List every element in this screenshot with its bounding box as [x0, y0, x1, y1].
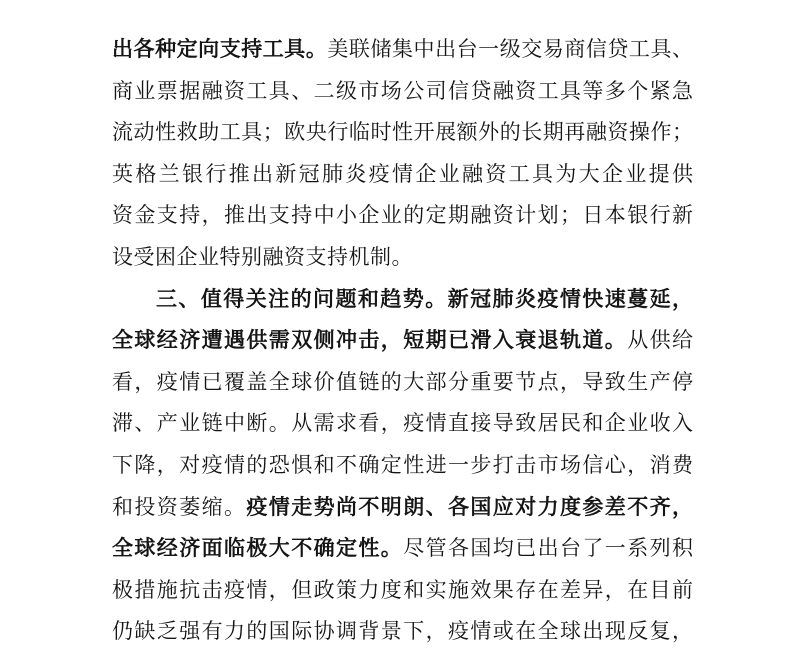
- text-line: [112, 195, 693, 237]
- bold-text-run: 新冠肺炎疫情快速蔓延，: [447, 286, 694, 311]
- text-run: 下降，对疫情的恐惧和不确定性进一步打击市场信心，消费: [112, 452, 693, 477]
- text-run: 滞、产业链中断。从需求看，疫情直接导致居民和企业收入: [112, 411, 693, 436]
- text-line: [112, 611, 693, 653]
- text-line: [112, 403, 693, 445]
- text-line: [112, 71, 693, 113]
- text-run: 资金支持，推出支持中小企业的定期融资计划；日本银行新: [112, 203, 693, 228]
- text-line: [112, 445, 693, 487]
- bold-text-run: 全球经济面临极大不确定性。: [112, 536, 404, 561]
- bold-text-run: 全球经济遭遇供需双侧冲击，短期已滑入衰退轨道。: [112, 328, 628, 353]
- text-run: 从供给: [627, 328, 694, 353]
- text-line: [112, 320, 693, 362]
- text-line: [112, 112, 693, 154]
- text-line: [112, 362, 693, 404]
- text-run: 极措施抗击疫情，但政策力度和实施效果存在差异，在目前: [112, 577, 693, 602]
- text-run: 商业票据融资工具、二级市场公司信贷融资工具等多个紧急: [112, 78, 693, 103]
- text-line: [112, 29, 693, 71]
- bold-text-run: 疫情走势尚不明朗、各国应对力度参差不齐，: [246, 494, 694, 519]
- text-line: [112, 528, 693, 570]
- text-line: [112, 570, 693, 612]
- text-run: 美联储集中出台一级交易商信贷工具、: [327, 37, 694, 61]
- text-run: 仍缺乏强有力的国际协调背景下，疫情或在全球出现反复，: [112, 619, 693, 644]
- text-line-section-heading: [112, 279, 693, 321]
- document-text-block: [112, 29, 693, 653]
- text-line: [112, 487, 693, 529]
- bold-text-run: 出各种定向支持工具。: [112, 37, 328, 61]
- text-run: 设受困企业特别融资支持机制。: [112, 244, 413, 269]
- text-line: [112, 154, 693, 196]
- text-run: 和投资萎缩。: [112, 494, 247, 519]
- text-run: 英格兰银行推出新冠肺炎疫情企业融资工具为大企业提供: [112, 161, 693, 186]
- section-heading-text: 三、值得关注的问题和趋势。: [156, 286, 448, 311]
- text-run: 流动性救助工具；欧央行临时性开展额外的长期再融资操作；: [112, 120, 693, 145]
- text-run: 看，疫情已覆盖全球价值链的大部分重要节点，导致生产停: [112, 369, 693, 394]
- text-line-paragraph-end: [112, 237, 693, 279]
- text-run: 尽管各国均已出台了一系列积: [403, 536, 694, 561]
